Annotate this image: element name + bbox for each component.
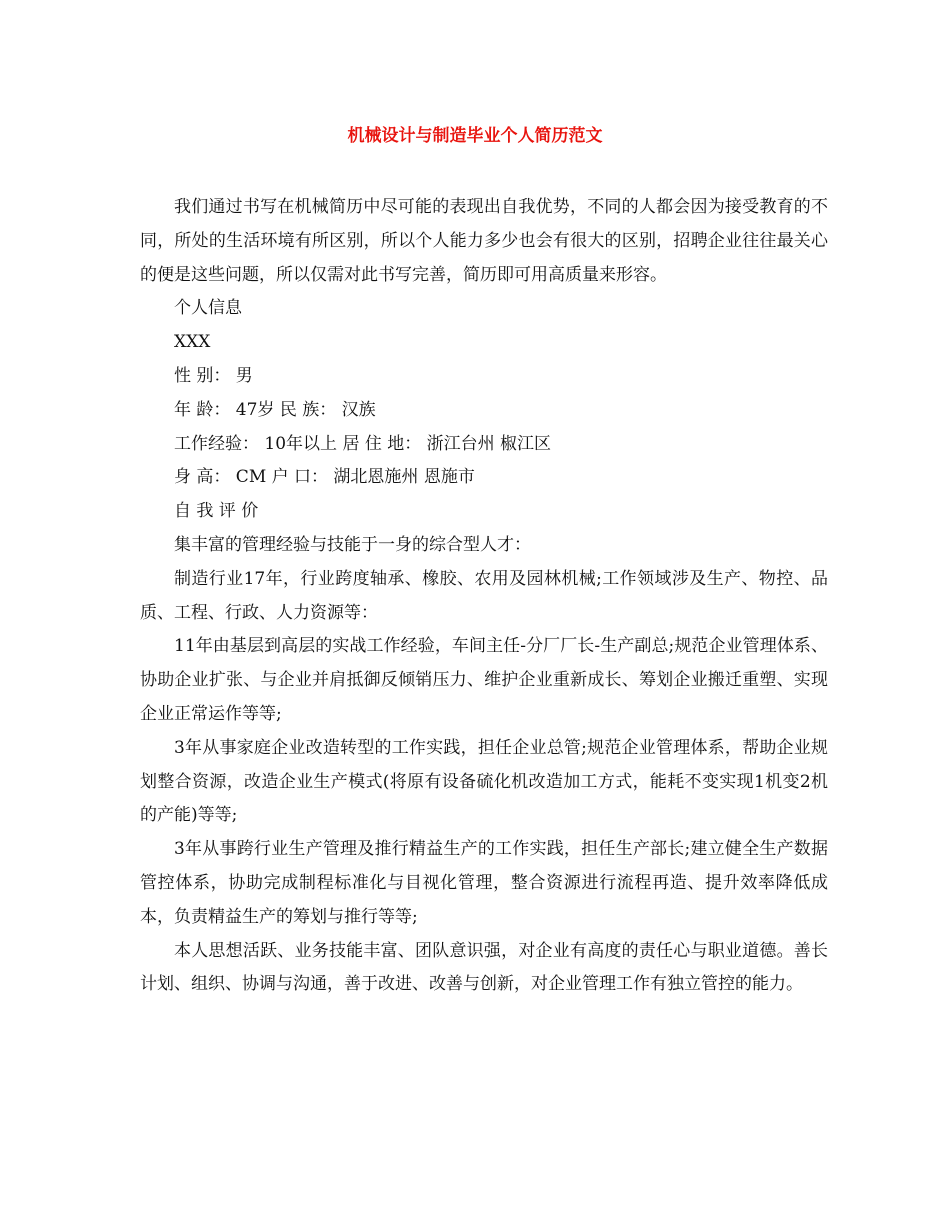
evaluation-paragraph: 集丰富的管理经验与技能于一身的综合型人才： [174, 534, 531, 555]
document-body [140, 191, 828, 1002]
document-title: 机械设计与制造毕业个人简历范文 [347, 126, 603, 146]
evaluation-paragraph: 11年由基层到高层的实战工作经验，车间主任-分厂厂长-生产副总;规范企业管理体系、协助企业扩张、与企业并肩抵御反倾销压力、维护企业重新成长、筹划企业搬迁重塑、实现企业正常运作等等; [140, 636, 828, 724]
self-evaluation-heading: 自 我 评 价 [174, 501, 259, 522]
height-line: 身 高： CM 户 口： 湖北恩施州 恩施市 [174, 467, 475, 488]
experience-line: 工作经验： 10年以上 居 住 地： 浙江台州 椒江区 [174, 433, 552, 454]
evaluation-paragraph: 本人思想活跃、业务技能丰富、团队意识强，对企业有高度的责任心与职业道德。善长计划、组织、协调与沟通，善于改进、改善与创新，对企业管理工作有独立管控的能力。 [140, 940, 828, 995]
evaluation-paragraph: 3年从事家庭企业改造转型的工作实践，担任企业总管;规范企业管理体系，帮助企业规划整合资源，改造企业生产模式(将原有设备硫化机改造加工方式，能耗不变实现1机变2机的产能)等等; [140, 737, 828, 826]
evaluation-paragraph: 3年从事跨行业生产管理及推行精益生产的工作实践，担任生产部长;建立健全生产数据管控体系，协助完成制程标准化与目视化管理，整合资源进行流程再造、提升效率降低成本，负责精益生产的筹划与推行等等; [140, 839, 828, 927]
age-line: 年 龄： 47岁 民 族： 汉族 [174, 399, 376, 420]
intro-paragraph: 我们通过书写在机械简历中尽可能的表现出自我优势，不同的人都会因为接受教育的不同，所处的生活环境有所区别，所以个人能力多少也会有很大的区别，招聘企业往往最关心的便是这些问题，所以仅需对此书写完善，简历即可用高质量来形容。 [140, 197, 828, 285]
gender-line: 性 别： 男 [174, 365, 253, 386]
personal-info-heading: 个人信息 [174, 298, 242, 319]
evaluation-paragraph: 制造行业17年，行业跨度轴承、橡胶、农用及园林机械;工作领域涉及生产、物控、品质、工程、行政、人力资源等： [140, 568, 828, 623]
name-line: XXX [174, 332, 211, 353]
